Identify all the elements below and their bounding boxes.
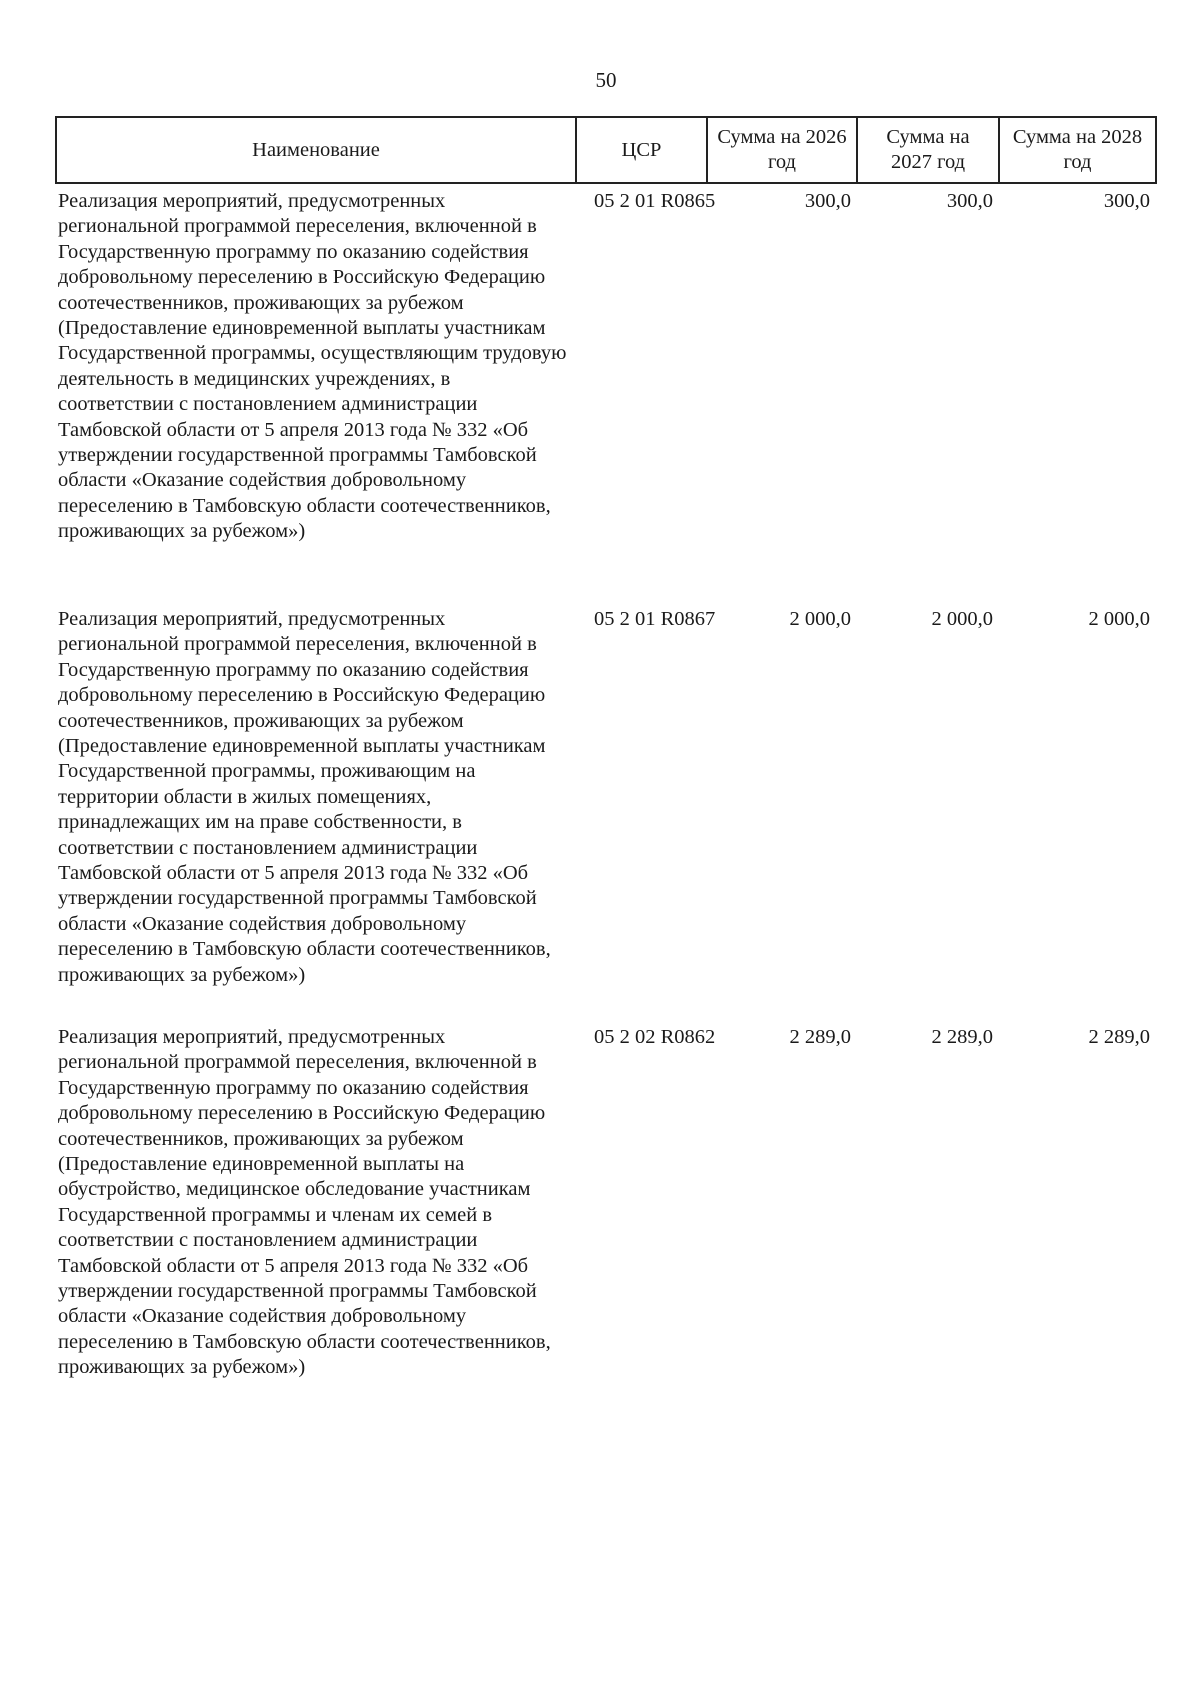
- row-name: Реализация мероприятий, предусмотренных региональной программой переселения, включенной в Государственную программу по оказанию содействия добровольному переселению в Российскую Федерацию соотечественников, проживающих за рубежом (Предоставление единовременной выплаты участникам Государственной программы, проживающим на территории области в жилых помещениях, принадлежащих им на праве собственности, в соответствии с постановлением администрации Тамбовской области от 5 апреля 2013 года № 332 «Об утверждении государственной программы Тамбовской области «Оказание содействия добровольному переселению в Тамбовскую области соотечественников, проживающих за рубежом»): [58, 608, 551, 986]
- header-sum-2026: Сумма на 2026 год: [707, 117, 857, 183]
- row-sum-2028: 2 289,0: [1088, 1026, 1150, 1048]
- row-csr: 05 2 02 R0862: [594, 1026, 716, 1048]
- row-sum-2028: 300,0: [1103, 190, 1150, 212]
- row-sum-2026: 2 289,0: [789, 1026, 851, 1048]
- header-sum-2027: Сумма на 2027 год: [857, 117, 999, 183]
- page-number: 50: [595, 68, 617, 92]
- row-name: Реализация мероприятий, предусмотренных региональной программой переселения, включенной в Государственную программу по оказанию содействия добровольному переселению в Российскую Федерацию соотечественников, проживающих за рубежом (Предоставление единовременной выплаты участникам Государственной программы, осуществляющим трудовую деятельность в медицинских учреждениях, в соответствии с постановлением администрации Тамбовской области от 5 апреля 2013 года № 332 «Об утверждении государственной программы Тамбовской области «Оказание содействия добровольному переселению в Тамбовскую области соотечественников, проживающих за рубежом»): [58, 190, 567, 543]
- table-header: [56, 117, 1156, 183]
- row-sum-2026: 300,0: [804, 190, 851, 212]
- header-sum-2028: Сумма на 2028 год: [999, 117, 1156, 183]
- table-row: [56, 1020, 1156, 1425]
- row-sum-2027: 2 000,0: [931, 608, 993, 630]
- budget-table: [55, 116, 1157, 1425]
- header-row: [56, 117, 1156, 183]
- row-sum-2026: 2 000,0: [789, 608, 851, 630]
- table-row: [56, 183, 1156, 602]
- row-csr: 05 2 01 R0865: [594, 190, 716, 212]
- row-csr: 05 2 01 R0867: [594, 608, 716, 630]
- header-csr: ЦСР: [576, 117, 707, 183]
- table-row: [56, 602, 1156, 1020]
- row-sum-2027: 2 289,0: [931, 1026, 993, 1048]
- header-name: Наименование: [56, 117, 576, 183]
- row-sum-2028: 2 000,0: [1088, 608, 1150, 630]
- table-body: [56, 183, 1156, 1425]
- row-name: Реализация мероприятий, предусмотренных региональной программой переселения, включенной в Государственную программу по оказанию содействия добровольному переселению в Российскую Федерацию соотечественников, проживающих за рубежом (Предоставление единовременной выплаты на обустройство, медицинское обследование участникам Государственной программы и членам их семей в соответствии с постановлением администрации Тамбовской области от 5 апреля 2013 года № 332 «Об утверждении государственной программы Тамбовской области «Оказание содействия добровольному переселению в Тамбовскую области соотечественников, проживающих за рубежом»): [58, 1026, 551, 1379]
- row-sum-2027: 300,0: [946, 190, 993, 212]
